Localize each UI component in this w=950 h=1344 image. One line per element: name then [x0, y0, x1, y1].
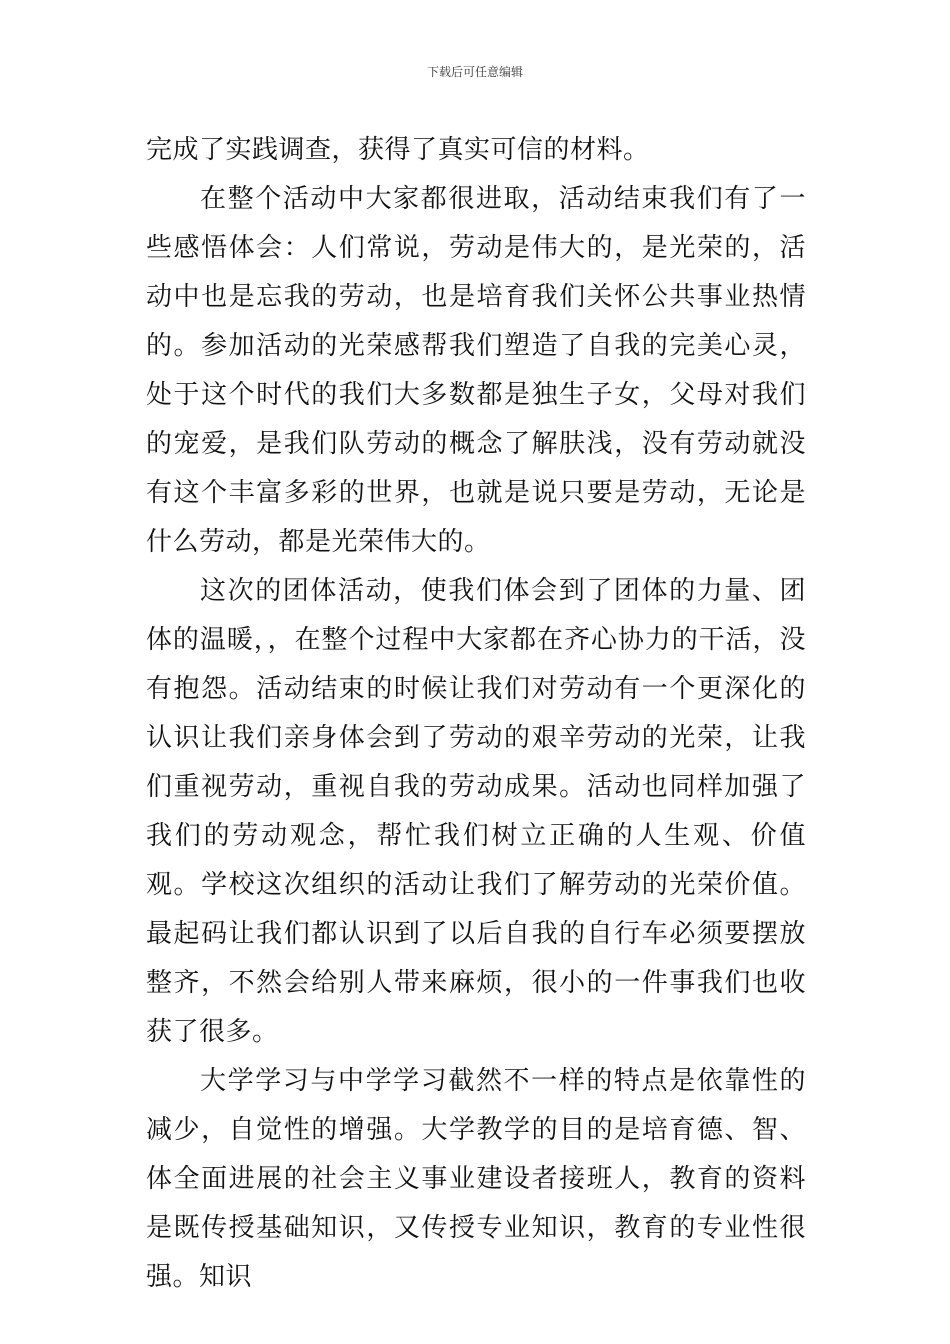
- paragraph-4: 大学学习与中学学习截然不一样的特点是依靠性的减少，自觉性的增强。大学教学的目的是培育德、智、体全面进展的社会主义事业建设者接班人，教育的资料是既传授基础知识，又传授专业知识，教育的专业性很强。知识: [146, 1066, 806, 1292]
- document-body: [146, 126, 806, 1302]
- paragraph-2: 在整个活动中大家都很进取，活动结束我们有了一些感悟体会：人们常说，劳动是伟大的，是光荣的，活动中也是忘我的劳动，也是培育我们关怀公共事业热情的。参加活动的光荣感帮我们塑造了自我的完美心灵，处于这个时代的我们大多数都是独生子女，父母对我们的宠爱，是我们队劳动的概念了解肤浅，没有劳动就没有这个丰富多彩的世界，也就是说只要是劳动，无论是什么劳动，都是光荣伟大的。: [146, 184, 806, 557]
- header-text: 下载后可任意编辑: [426, 65, 523, 79]
- paragraph-3: 这次的团体活动，使我们体会到了团体的力量、团体的温暖，，在整个过程中大家都在齐心协力的干活，没有抱怨。活动结束的时候让我们对劳动有一个更深化的认识让我们亲身体会到了劳动的艰辛劳动的光荣，让我们重视劳动，重视自我的劳动成果。活动也同样加强了我们的劳动观念，帮忙我们树立正确的人生观、价值观。学校这次组织的活动让我们了解劳动的光荣价值。最起码让我们都认识到了以后自我的自行车必须要摆放整齐，不然会给别人带来麻烦，很小的一件事我们也收获了很多。: [146, 576, 806, 1047]
- page-header: [0, 64, 950, 80]
- paragraph-1: 完成了实践调查，获得了真实可信的材料。: [146, 135, 650, 165]
